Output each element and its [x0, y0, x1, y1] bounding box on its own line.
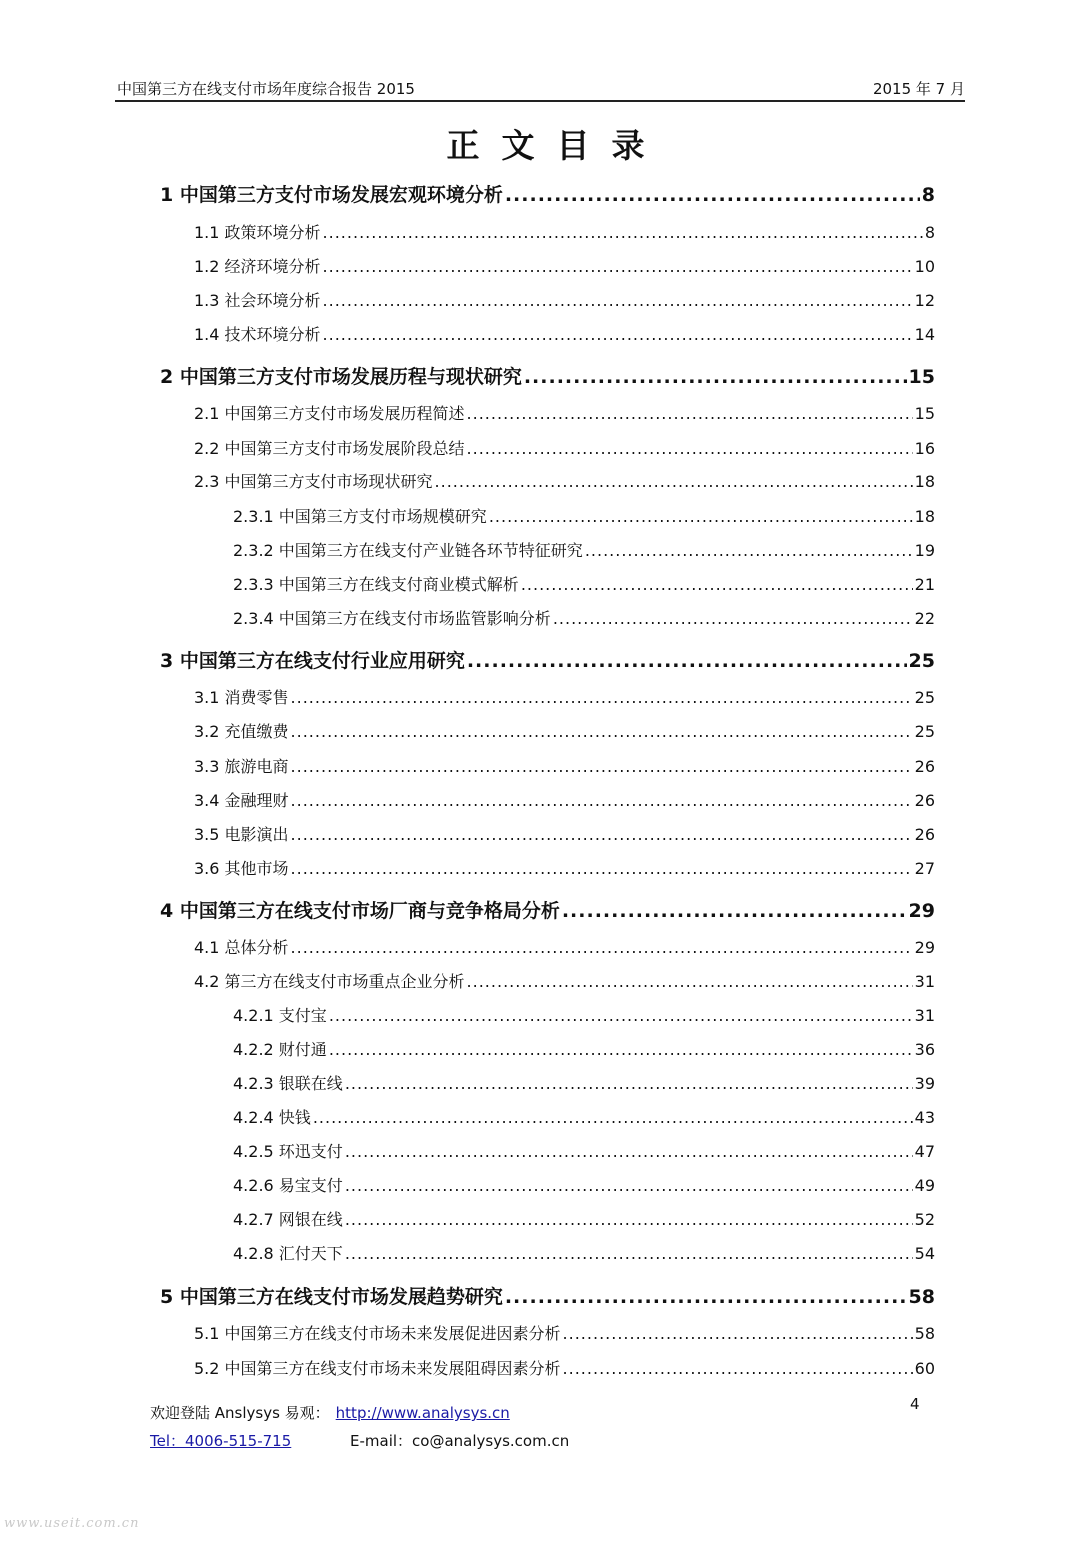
toc-entry-page: 54	[914, 1244, 935, 1263]
toc-leader-dots	[562, 900, 907, 922]
toc-entry-page: 43	[914, 1108, 935, 1127]
toc-entry-label: 5.1 中国第三方在线支付市场未来发展促进因素分析	[194, 1324, 561, 1343]
toc-section[interactable]	[194, 754, 935, 777]
toc-leader-dots	[313, 1108, 913, 1127]
toc-entry-label: 3.5 电影演出	[194, 825, 289, 844]
toc-subsection[interactable]	[233, 538, 935, 561]
toc-subsection[interactable]	[233, 572, 935, 595]
toc-entry-label: 4.2.3 银联在线	[233, 1074, 343, 1093]
toc-entry-label: 2.3.4 中国第三方在线支付市场监管影响分析	[233, 609, 551, 628]
report-date-header: 2015 年 7 月	[872, 80, 965, 98]
toc-entry-page: 10	[914, 257, 935, 276]
toc-entry-page: 26	[914, 825, 935, 844]
toc-entry-label: 4.1 总体分析	[194, 938, 289, 957]
toc-leader-dots	[291, 938, 913, 957]
toc-entry-label: 2 中国第三方支付市场发展历程与现状研究	[160, 366, 522, 388]
toc-entry-page: 39	[914, 1074, 935, 1093]
toc-entry-page: 21	[914, 575, 935, 594]
toc-chapter[interactable]	[160, 1282, 935, 1309]
toc-leader-dots	[435, 472, 913, 491]
toc-entry-label: 1.1 政策环境分析	[194, 223, 321, 242]
toc-leader-dots	[345, 1210, 913, 1229]
toc-entry-label: 1.4 技术环境分析	[194, 325, 321, 344]
toc-leader-dots	[467, 404, 913, 423]
toc-subsection[interactable]	[233, 1241, 935, 1264]
toc-entry-page: 29	[908, 900, 935, 922]
toc-section[interactable]	[194, 254, 935, 277]
toc-entry-label: 3.4 金融理财	[194, 791, 289, 810]
toc-subsection[interactable]	[233, 1139, 935, 1162]
toc-entry-label: 1.3 社会环境分析	[194, 291, 321, 310]
email-text: E-mail：co@analysys.com.cn	[350, 1432, 570, 1450]
toc-entry-page: 8	[921, 184, 935, 206]
toc-entry-label: 2.3 中国第三方支付市场现状研究	[194, 472, 433, 491]
toc-entry-page: 49	[914, 1176, 935, 1195]
toc-entry-label: 3.2 充值缴费	[194, 722, 289, 741]
toc-entry-page: 58	[914, 1324, 935, 1343]
toc-section[interactable]	[194, 719, 935, 742]
toc-entry-label: 3.3 旅游电商	[194, 757, 289, 776]
toc-leader-dots	[291, 722, 913, 741]
toc-entry-page: 25	[908, 650, 935, 672]
toc-leader-dots	[345, 1176, 913, 1195]
toc-entry-page: 12	[914, 291, 935, 310]
toc-entry-page: 26	[914, 791, 935, 810]
toc-entry-page: 25	[914, 688, 935, 707]
toc-entry-label: 4.2.1 支付宝	[233, 1006, 327, 1025]
toc-leader-dots	[553, 609, 913, 628]
toc-chapter[interactable]	[160, 362, 935, 389]
toc-entry-page: 18	[914, 507, 935, 526]
toc-entry-label: 4.2.4 快钱	[233, 1108, 311, 1127]
toc-leader-dots	[467, 650, 907, 672]
toc-section[interactable]	[194, 288, 935, 311]
toc-chapter[interactable]	[160, 646, 935, 673]
toc-entry-page: 31	[914, 972, 935, 991]
toc-leader-dots	[467, 439, 913, 458]
toc-entry-page: 27	[914, 859, 935, 878]
footer-contact-line	[150, 1430, 570, 1451]
toc-leader-dots	[323, 325, 913, 344]
toc-subsection[interactable]	[233, 606, 935, 629]
toc-entry-page: 31	[914, 1006, 935, 1025]
toc-entry-page: 47	[914, 1142, 935, 1161]
toc-leader-dots	[489, 507, 913, 526]
toc-leader-dots	[345, 1244, 913, 1263]
toc-section[interactable]	[194, 469, 935, 492]
toc-leader-dots	[563, 1359, 913, 1378]
toc-entry-page: 15	[908, 366, 935, 388]
toc-entry-page: 52	[914, 1210, 935, 1229]
report-title-header: 中国第三方在线支付市场年度综合报告 2015	[117, 80, 415, 98]
toc-leader-dots	[323, 257, 913, 276]
footer-welcome-text: 欢迎登陆 Anslysys 易观：	[150, 1404, 330, 1422]
toc-leader-dots	[467, 972, 913, 991]
toc-entry-label: 2.2 中国第三方支付市场发展阶段总结	[194, 439, 465, 458]
toc-leader-dots	[524, 366, 907, 388]
tel-link[interactable]: Tel：4006-515-715	[150, 1432, 292, 1450]
toc-section[interactable]	[194, 436, 935, 459]
toc-subsection[interactable]	[233, 1071, 935, 1094]
toc-entry-label: 4.2.6 易宝支付	[233, 1176, 343, 1195]
toc-leader-dots	[291, 859, 913, 878]
toc-entry-label: 4 中国第三方在线支付市场厂商与竞争格局分析	[160, 900, 560, 922]
toc-leader-dots	[329, 1040, 913, 1059]
watermark: www.useit.com.cn	[4, 1516, 140, 1531]
toc-section[interactable]	[194, 822, 935, 845]
toc-entry-label: 2.3.1 中国第三方支付市场规模研究	[233, 507, 487, 526]
toc-section[interactable]	[194, 685, 935, 708]
toc-section[interactable]	[194, 935, 935, 958]
toc-entry-page: 60	[914, 1359, 935, 1378]
toc-entry-label: 2.1 中国第三方支付市场发展历程简述	[194, 404, 465, 423]
toc-subsection[interactable]	[233, 1003, 935, 1026]
toc-entry-label: 5 中国第三方在线支付市场发展趋势研究	[160, 1286, 503, 1308]
toc-entry-label: 4.2.5 环迅支付	[233, 1142, 343, 1161]
toc-entry-label: 3.6 其他市场	[194, 859, 289, 878]
toc-entry-page: 19	[914, 541, 935, 560]
toc-entry-page: 14	[914, 325, 935, 344]
toc-leader-dots	[329, 1006, 913, 1025]
toc-leader-dots	[291, 791, 913, 810]
toc-entry-page: 36	[914, 1040, 935, 1059]
toc-subsection[interactable]	[233, 1207, 935, 1230]
toc-section[interactable]	[194, 856, 935, 879]
toc-section[interactable]	[194, 401, 935, 424]
toc-title: 正文目录	[446, 126, 667, 165]
toc-entry-label: 5.2 中国第三方在线支付市场未来发展阻碍因素分析	[194, 1359, 561, 1378]
toc-chapter[interactable]	[160, 896, 935, 923]
toc-entry-page: 8	[924, 223, 935, 242]
page-number: 4	[910, 1395, 920, 1413]
toc-section[interactable]	[194, 322, 935, 345]
toc-leader-dots	[323, 223, 923, 242]
toc-entry-page: 22	[914, 609, 935, 628]
toc-section[interactable]	[194, 969, 935, 992]
toc-leader-dots	[323, 291, 913, 310]
toc-leader-dots	[345, 1074, 913, 1093]
toc-leader-dots	[505, 1286, 907, 1308]
toc-entry-page: 18	[914, 472, 935, 491]
toc-subsection[interactable]	[233, 1105, 935, 1128]
toc-section[interactable]	[194, 788, 935, 811]
toc-subsection[interactable]	[233, 504, 935, 527]
toc-entry-label: 3 中国第三方在线支付行业应用研究	[160, 650, 465, 672]
toc-entry-page: 25	[914, 722, 935, 741]
footer-welcome-line	[150, 1402, 510, 1423]
toc-leader-dots	[291, 825, 913, 844]
toc-entry-label: 1.2 经济环境分析	[194, 257, 321, 276]
toc-subsection[interactable]	[233, 1173, 935, 1196]
toc-entry-page: 15	[914, 404, 935, 423]
toc-section[interactable]	[194, 1321, 935, 1344]
toc-entry-page: 26	[914, 757, 935, 776]
toc-entry-label: 2.3.2 中国第三方在线支付产业链各环节特征研究	[233, 541, 583, 560]
toc-leader-dots	[291, 688, 913, 707]
toc-entry-label: 4.2.8 汇付天下	[233, 1244, 343, 1263]
toc-section[interactable]	[194, 220, 935, 243]
toc-entry-page: 29	[914, 938, 935, 957]
toc-entry-page: 58	[908, 1286, 935, 1308]
toc-entry-label: 3.1 消费零售	[194, 688, 289, 707]
toc-entry-label: 2.3.3 中国第三方在线支付商业模式解析	[233, 575, 519, 594]
toc-leader-dots	[585, 541, 913, 560]
toc-leader-dots	[563, 1324, 913, 1343]
toc-entry-label: 4.2.7 网银在线	[233, 1210, 343, 1229]
toc-entry-label: 1 中国第三方支付市场发展宏观环境分析	[160, 184, 503, 206]
toc-chapter[interactable]	[160, 180, 935, 207]
toc-leader-dots	[291, 757, 913, 776]
toc-entry-page: 16	[914, 439, 935, 458]
toc-leader-dots	[521, 575, 913, 594]
toc-leader-dots	[505, 184, 920, 206]
toc-entry-label: 4.2.2 财付通	[233, 1040, 327, 1059]
toc-entry-label: 4.2 第三方在线支付市场重点企业分析	[194, 972, 465, 991]
toc-section[interactable]	[194, 1356, 935, 1379]
toc-subsection[interactable]	[233, 1037, 935, 1060]
website-link[interactable]: http://www.analysys.cn	[335, 1404, 510, 1422]
toc-leader-dots	[345, 1142, 913, 1161]
